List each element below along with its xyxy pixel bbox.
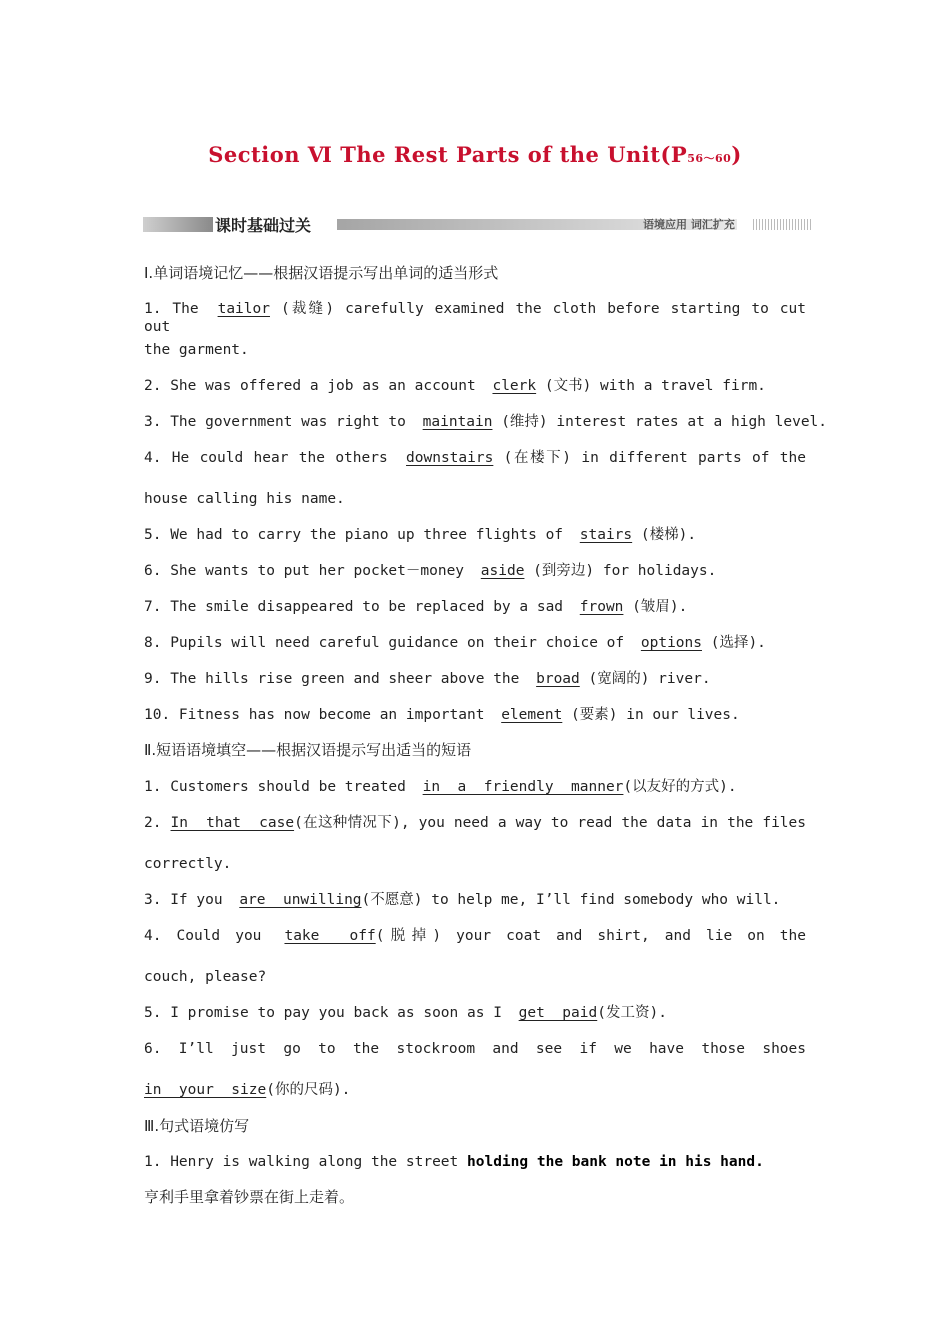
list-item: 9. The hills rise green and sheer above the broad (宽阔的) river. xyxy=(144,671,711,687)
section3-heading: Ⅲ.句式语境仿写 xyxy=(144,1117,250,1135)
list-item-continuation: the garment. xyxy=(144,342,249,358)
section2-heading: Ⅱ.短语语境填空——根据汉语提示写出适当的短语 xyxy=(144,741,472,759)
list-item: 5. I promise to pay you back as soon as I get paid(发工资). xyxy=(144,1005,667,1021)
list-item: 4. He could hear the others downstairs (在楼下) in different parts of the xyxy=(144,450,806,466)
list-item-continuation: couch, please? xyxy=(144,969,267,985)
banner-right-label: 语境应用 词汇扩充 xyxy=(643,218,735,231)
list-item: 6. She wants to put her pocket－money aside (到旁边) for holidays. xyxy=(144,563,717,579)
page-title: Section Ⅵ The Rest Parts of the Unit(P56～60) xyxy=(208,142,742,167)
list-item-continuation: correctly. xyxy=(144,856,232,872)
list-item: 2. She was offered a job as an account clerk (文书) with a travel firm. xyxy=(144,378,766,394)
banner-stripes xyxy=(753,219,813,230)
list-item: 3. If you are unwilling(不愿意) to help me, I’ll find somebody who will. xyxy=(144,892,781,908)
list-item: 5. We had to carry the piano up three flights of stairs (楼梯). xyxy=(144,527,697,543)
list-item: 1. Henry is walking along the street holding the bank note in his hand. xyxy=(144,1154,764,1170)
section1-heading: Ⅰ.单词语境记忆——根据汉语提示写出单词的适当形式 xyxy=(144,264,499,282)
list-item: 10. Fitness has now become an important element (要素) in our lives. xyxy=(144,707,740,723)
section-banner xyxy=(143,213,813,235)
list-item-continuation: in your size(你的尺码). xyxy=(144,1082,351,1098)
translation-text: 亨利手里拿着钞票在街上走着。 xyxy=(144,1188,355,1206)
list-item: 1. The tailor (裁缝) carefully examined the cloth before starting to cut out xyxy=(144,301,806,335)
banner-gradient-left xyxy=(143,217,213,232)
list-item: 7. The smile disappeared to be replaced by a sad frown (皱眉). xyxy=(144,599,688,615)
list-item: 6. I’ll just go to the stockroom and see if we have those shoes xyxy=(144,1041,806,1057)
banner-label: 课时基础过关 xyxy=(215,216,312,235)
list-item: 4. Could you take off(脱掉) your coat and shirt, and lie on the xyxy=(144,928,806,944)
list-item: 1. Customers should be treated in a friendly manner(以友好的方式). xyxy=(144,779,737,795)
list-item: 3. The government was right to maintain (维持) interest rates at a high level. xyxy=(144,414,828,430)
list-item-continuation: house calling his name. xyxy=(144,491,345,507)
list-item: 8. Pupils will need careful guidance on their choice of options (选择). xyxy=(144,635,766,651)
list-item: 2. In that case(在这种情况下), you need a way to read the data in the files xyxy=(144,815,806,831)
